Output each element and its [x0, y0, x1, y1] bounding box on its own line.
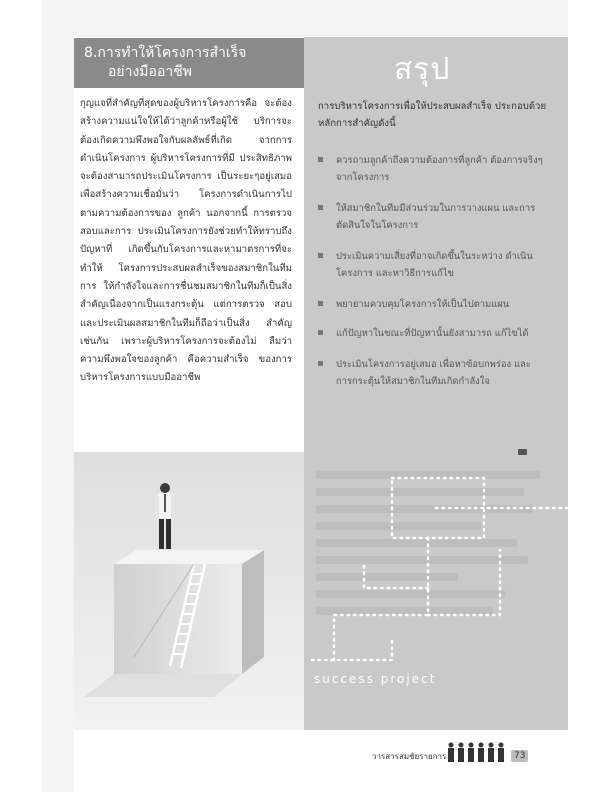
man-on-block-photo [74, 452, 304, 730]
section-header [74, 38, 304, 88]
summary-list [316, 152, 552, 401]
square-bullet-icon [318, 361, 323, 366]
summary-item: พยายามควบคุมโครงการให้เป็นไปตามแผน [316, 296, 552, 313]
square-bullet-icon [318, 330, 323, 335]
summary-item: ให้สมาชิกในทีมมีส่วนร่วมในการวางแผน และการตัดสินใจในโครงการ [316, 200, 552, 234]
square-bullet-icon [318, 157, 323, 162]
dotted-squares-graphic [304, 470, 568, 690]
summary-item: ควรถามลูกค้าถึงความต้องการที่ลูกค้า ต้องการจริงๆจากโครงการ [316, 152, 552, 186]
square-bullet-icon [318, 205, 323, 210]
summary-intro: การบริหารโครงการเพื่อให้ประสบผลสำเร็จ ประกอบด้วยหลักการสำคัญดังนี้ [318, 101, 547, 129]
body-text [80, 95, 292, 388]
square-bullet-icon [318, 301, 323, 306]
summary-title: สรุป [394, 52, 451, 87]
success-project-label: success project [314, 672, 437, 686]
people-silhouette-icon [446, 742, 510, 762]
end-of-article-icon [518, 449, 527, 455]
section-title-line2: อย่างมืออาชีพ [108, 64, 192, 80]
journal-name: วารสารสมชัยรายการ [372, 752, 447, 761]
summary-item: ประเมินความเสี่ยงที่อาจเกิดขึ้นในระหว่าง ดำเนินโครงการ และหาวิธีการแก้ไข [316, 248, 552, 282]
section-title-line1: 8.การทำให้โครงการสำเร็จ [84, 45, 247, 61]
summary-item: ประเมินโครงการอยู่เสมอ เพื่อหาข้อบกพร่อง และการกระตุ้นให้สมาชิกในทีมเกิดกำลังใจ [316, 356, 552, 390]
square-bullet-icon [318, 253, 323, 258]
summary-item: แก้ปัญหาในขณะที่ปัญหานั้นยังสามารถ แก้ไขได้ [316, 325, 552, 342]
body-paragraph: กุญแจที่สำคัญที่สุดของผู้บริหารโครงการคือ จะต้องสร้างความแน่ใจให้ได้ว่าลูกค้าหรือผู้ใช้ บริการจะต้องเกิดความพึงพอใจกับผลลัพธ์ที่เกิด จากการดำเนินโครงการ ผู้บริหารโครงการที่มี ประสิทธิภาพจะต้องสามารถประเมินโครงการ เป็นระยะๆอยู่เสมอ เพื่อสร้างความเชื่อมั่นว่า โครงการดำเนินการไปตามความต้องการของ ลูกค้า นอกจากนี้ การตรวจสอบและการ ประเมินโครงการยังช่วยทำให้ทราบถึงปัญหาที่ เกิดขึ้นกับโครงการและหามาตรการที่จะทำให้ โครงการประสบผลสำเร็จของสมาชิกในทีม การ ให้กำลังใจและการชื่นชมสมาชิกในทีมก็เป็นสิ่ง สำคัญเนื่องจากเป็นแรงกระตุ้น แต่การตรวจ สอบและประเมินผลสมาชิกในทีมก็ถือว่าเป็นสิ่ง สำคัญเช่นกัน เพราะผู้บริหารโครงการจะต้องไม่ ลืมว่า ความพึงพอใจของลูกค้า คือความสำเร็จ ของการบริหารโครงการแบบมืออาชีพ [80, 98, 292, 384]
page-number: 73 [511, 750, 528, 762]
